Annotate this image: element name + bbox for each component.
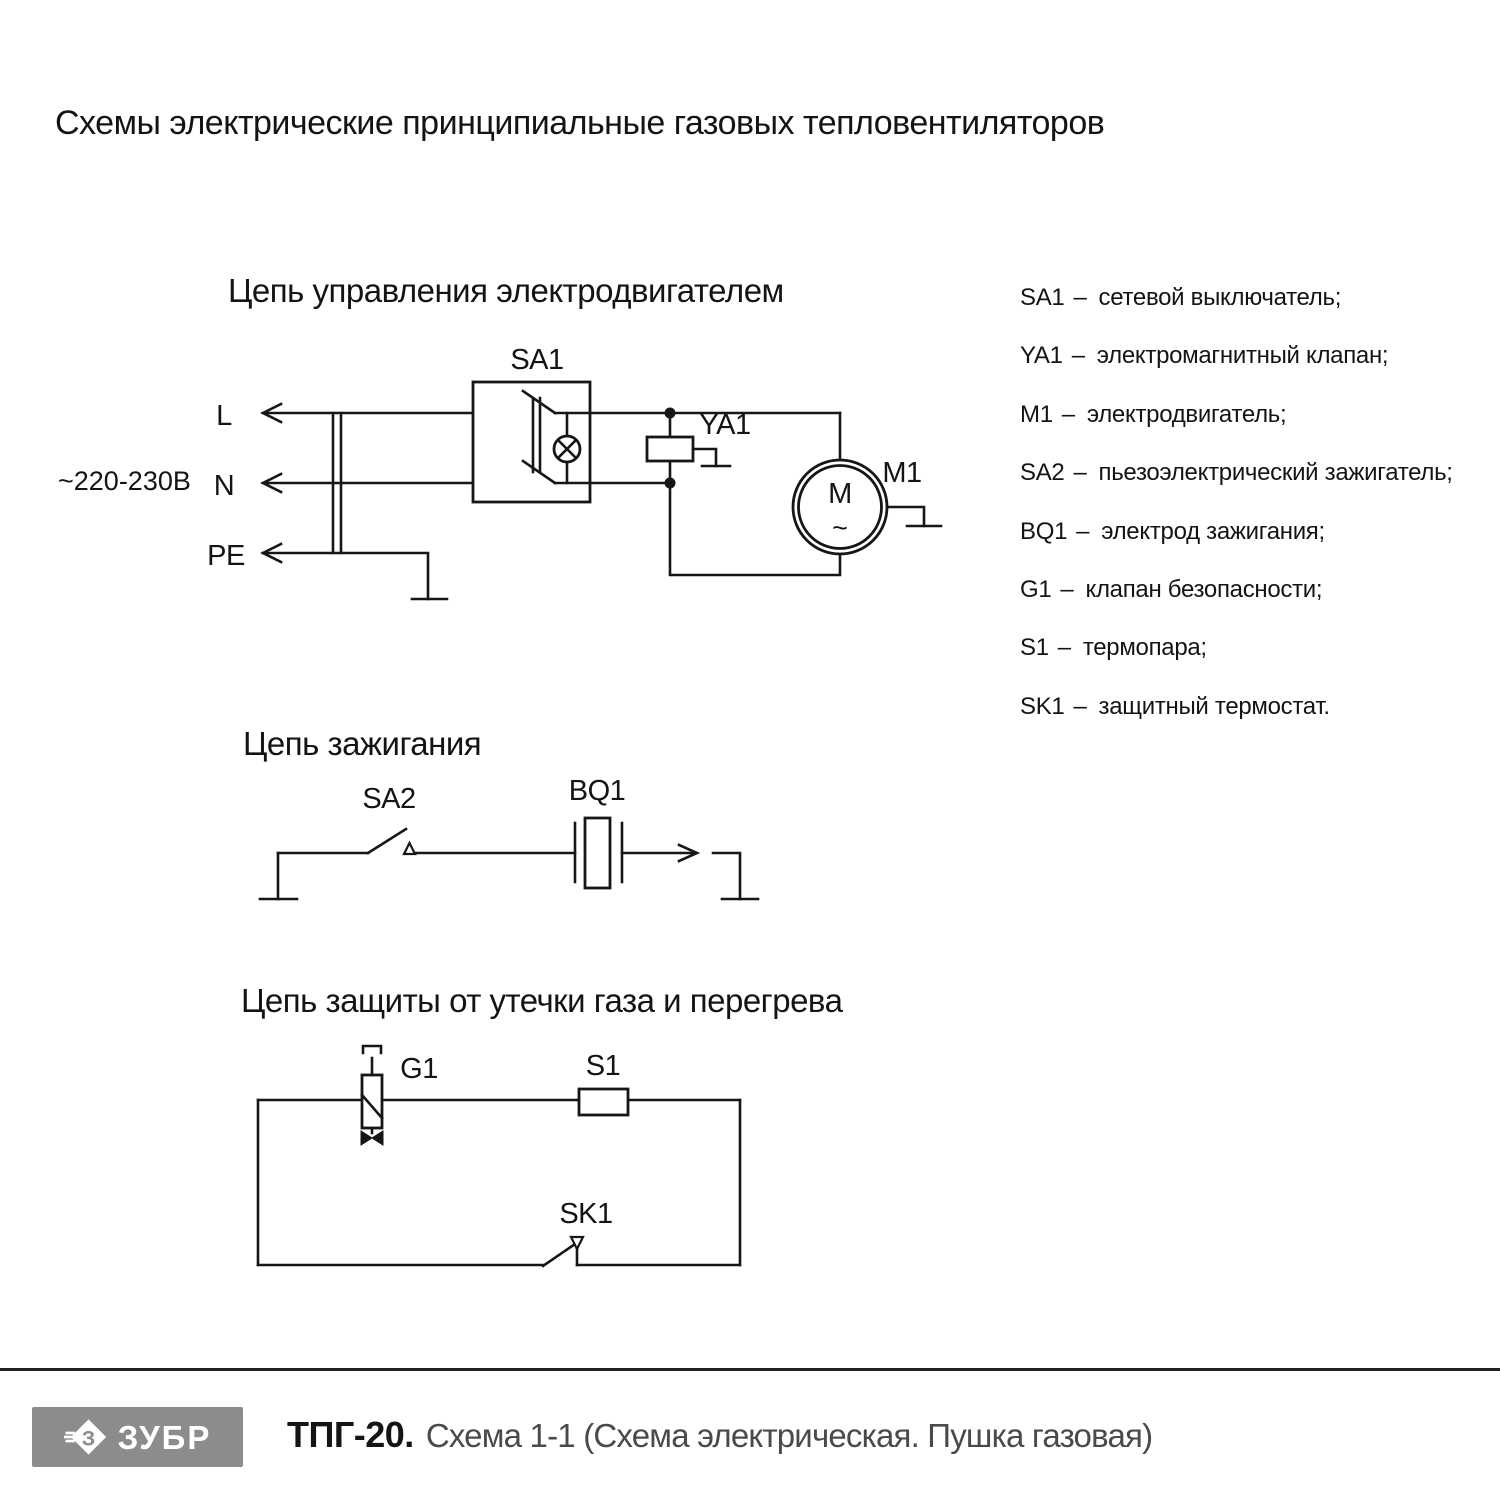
- legend-dash: –: [1060, 575, 1074, 603]
- valve-bowtie-icon: [361, 1131, 372, 1145]
- legend-dash: –: [1073, 284, 1087, 311]
- motor-circuit-title: Цепь управления электродвигателем: [228, 272, 784, 309]
- legend-dash: –: [1061, 400, 1075, 428]
- motor-letter: M: [828, 478, 852, 510]
- protection-circuit: [258, 1046, 740, 1266]
- scheme-caption: Схема 1-1 (Схема электрическая. Пушка газовая): [425, 1417, 1153, 1454]
- legend-code: G1: [1020, 575, 1052, 603]
- legend-desc: защитный термостат.: [1098, 692, 1330, 720]
- sk1-label: SK1: [559, 1198, 613, 1230]
- motor-ac-symbol: ~: [832, 513, 848, 543]
- legend-desc: термопара;: [1082, 634, 1207, 662]
- legend-desc: пьезоэлектрический зажигатель;: [1098, 459, 1453, 487]
- terminal-pe-label: PE: [207, 540, 245, 572]
- thermal-contact-symbol: [571, 1237, 583, 1249]
- legend-desc: электромагнитный клапан;: [1096, 342, 1389, 370]
- ignition-circuit-title: Цепь зажигания: [243, 725, 482, 762]
- sa2-igniter-switch: [368, 829, 415, 854]
- ignition-circuit: [260, 775, 758, 899]
- s1-thermocouple: [579, 1089, 628, 1115]
- legend-desc: электродвигатель;: [1086, 400, 1287, 428]
- voltage-label: ~220-230В: [58, 466, 191, 496]
- brand-text: ЗУБР: [117, 1418, 212, 1456]
- legend-dash: –: [1073, 459, 1087, 487]
- legend-code: BQ1: [1020, 517, 1068, 545]
- g1-label: G1: [400, 1053, 438, 1085]
- legend-dash: –: [1071, 342, 1085, 370]
- legend-dash: –: [1073, 692, 1087, 720]
- legend-desc: электрод зажигания;: [1101, 517, 1325, 545]
- model-name: ТПГ-20.: [287, 1414, 414, 1455]
- brand-letter: З: [81, 1426, 95, 1451]
- brand-logo: [32, 1407, 243, 1467]
- page-title: Схемы электрические принципиальные газовых тепловентиляторов: [55, 104, 1105, 142]
- legend-desc: сетевой выключатель;: [1098, 284, 1342, 311]
- legend-desc: клапан безопасности;: [1085, 575, 1323, 603]
- g1-safety-valve: [361, 1046, 383, 1145]
- piezo-symbol: [404, 843, 415, 854]
- footer-caption: [287, 1414, 1152, 1456]
- brand-diamond-icon: [64, 1414, 110, 1460]
- legend-code: SA2: [1020, 459, 1065, 487]
- bq1-electrode: [575, 818, 622, 888]
- protection-circuit-title: Цепь защиты от утечки газа и перегрева: [241, 982, 843, 1019]
- bq1-label: BQ1: [568, 775, 626, 807]
- legend-code: M1: [1020, 400, 1053, 428]
- terminal-n-label: N: [213, 470, 235, 502]
- s1-label: S1: [585, 1050, 621, 1082]
- legend-code: SK1: [1020, 692, 1065, 720]
- sa1-label: SA1: [510, 344, 564, 376]
- legend-dash: –: [1057, 634, 1071, 662]
- terminal-l-label: L: [216, 400, 232, 432]
- legend-code: YA1: [1020, 342, 1063, 370]
- sa2-label: SA2: [362, 783, 416, 815]
- ya1-label: YA1: [699, 409, 751, 441]
- legend-dash: –: [1076, 517, 1090, 545]
- footer-separator: [0, 1368, 1500, 1371]
- legend-code: S1: [1020, 634, 1049, 662]
- valve-bowtie-icon: [372, 1131, 383, 1145]
- m1-label: M1: [882, 457, 922, 489]
- motor-control-circuit: [58, 344, 941, 599]
- g1-actuator-icon: [363, 1046, 381, 1053]
- sk1-thermostat-switch: [543, 1237, 583, 1266]
- legend-code: SA1: [1020, 284, 1065, 311]
